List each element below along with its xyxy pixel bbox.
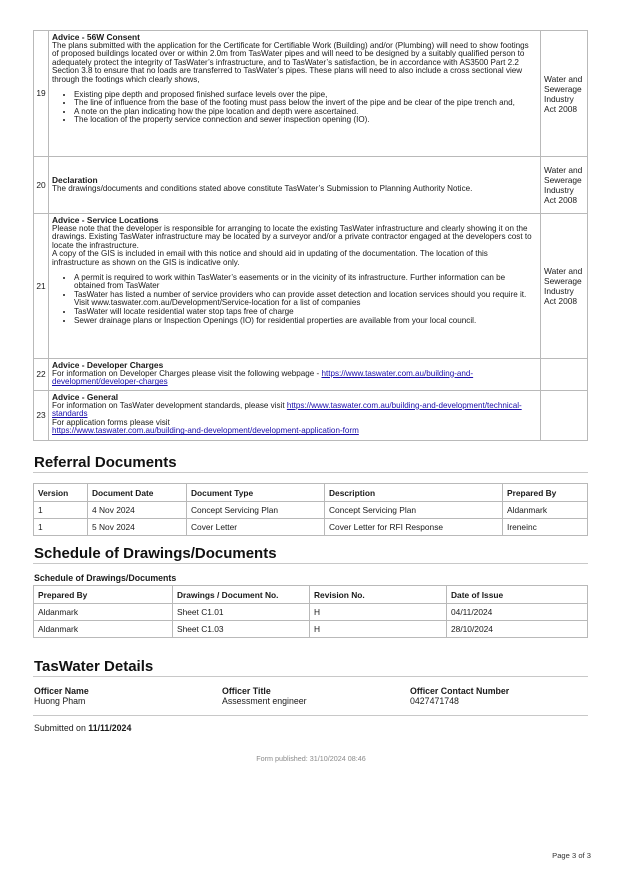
table-cell: Cover Letter for RFI Response [325,519,503,536]
condition-title: Declaration [52,175,98,186]
table-cell: Cover Letter [187,519,325,536]
table-cell: 04/11/2024 [447,604,588,621]
condition-act: Water and Sewerage Industry Act 2008 [541,214,588,359]
column-header: Document Type [187,484,325,502]
condition-row [34,359,588,391]
officer-title: Assessment engineer [222,696,307,706]
condition-row [34,391,588,441]
condition-number: 22 [34,359,49,391]
table-cell: Aldanmark [34,621,173,638]
page-number: Page 3 of 3 [552,851,591,860]
column-header: Prepared By [503,484,588,502]
list-item: • The location of the property service connection and sewer inspection opening (IO). [74,116,537,125]
condition-title: Advice - Service Locations [52,215,159,225]
condition-title: Advice - 56W Consent [52,32,140,42]
technical-standards-link[interactable]: https://www.taswater.com.au/building-and-development/technical-standards [52,400,522,419]
condition-content [49,214,541,359]
list-item: • The line of influence from the base of the footing must pass below the invert of the pipe and be clear of the pipe trench and, [74,99,537,108]
section-divider [33,676,588,677]
form-published: Form published: 31/10/2024 08:46 [256,754,366,763]
table-cell: H [310,604,447,621]
table-cell: Aldanmark [34,604,173,621]
referral-heading: Referral Documents [34,454,177,471]
officer-name-block [34,686,89,706]
list-item: • A note on the plan indicating how the pipe location and depth were ascertained. [74,108,537,117]
condition-paragraph: Please note that the developer is responsible for arranging to locate the existing TasWater infrastructure and clearly showing it on the drawings. Existing TasWater infrastructure may be located by a surveyor and/or a private contractor engaged at the developers cost to locate the infrastructure. [52,223,532,250]
table-cell: Sheet C1.03 [173,621,310,638]
condition-content [49,157,541,214]
condition-number: 20 [34,157,49,214]
condition-paragraph: The plans submitted with the application for the Certificate for Certifiable Work (Building) and/or (Plumbing) will need to show footings of proposed buildings located over or within 2.0m from TasWater pipes and will need to be designed by a suitably qualified person to adequately protect the integrity of TasWater’s infrastructure, and to TasWater’s satisfaction, be in accordance with AS3500 Part 2.2 Section 3.8 to ensure that no loads are transferred to TasWater’s pipes. These plans will need to also include a cross sectional view through the footings which clearly shows, [52,40,529,84]
condition-text-2: For application forms please visit [52,417,170,427]
condition-paragraph: The drawings/documents and conditions stated above constitute TasWater’s Submission to Planning Authority Notice. [52,184,473,193]
column-header: Revision No. [310,586,447,604]
table-cell: 5 Nov 2024 [88,519,187,536]
officer-contact-block [410,686,509,706]
taswater-details-heading: TasWater Details [34,658,154,675]
list-item: • A permit is required to work within TasWater’s easements or in the vicinity of its infrastructure. Further information can be obtained from TasWater [74,274,537,291]
section-divider [33,472,588,473]
table-row [34,621,588,638]
officer-contact-label: Officer Contact Number [410,686,510,696]
column-header: Drawings / Document No. [173,586,310,604]
list-item: • Sewer drainage plans or Inspection Openings (IO) for residential properties are available from your local council. [74,317,537,326]
submitted-date: 11/11/2024 [88,723,132,733]
table-cell: Aldanmark [503,502,588,519]
table-cell: 1 [34,502,88,519]
officer-title-label: Officer Title [222,686,271,696]
officer-contact-number: 0427471748 [410,696,459,706]
section-divider [33,715,588,716]
section-divider [33,563,588,564]
table-cell: Concept Servicing Plan [325,502,503,519]
condition-number: 23 [34,391,49,441]
column-header: Description [325,484,503,502]
submitted-label: Submitted on [34,723,89,733]
condition-title: Advice - Developer Charges [52,360,164,370]
developer-charges-link[interactable]: https://www.taswater.com.au/building-and-development/developer-charges [52,368,474,387]
column-header: Date of Issue [447,586,588,604]
officer-title-block [222,686,307,706]
conditions-table [33,30,588,441]
column-header: Prepared By [34,586,173,604]
condition-number: 21 [34,214,49,359]
condition-text [52,402,537,419]
list-item: • TasWater will locate residential water stop taps free of charge [74,308,537,317]
condition-act [541,391,588,441]
condition-paragraph: A copy of the GIS is included in email with this notice and should aid in updating of the documentation. The location of this infrastructure as shown on the GIS is indicative only. [52,249,488,267]
table-header-row [34,586,588,604]
condition-number: 19 [34,31,49,157]
table-header-row [34,484,588,502]
list-item: • Existing pipe depth and proposed finished surface levels over the pipe, [74,91,537,100]
table-cell: 1 [34,519,88,536]
condition-bullets [52,91,537,125]
condition-content [49,359,541,391]
condition-text-prefix: For information on Developer Charges please visit the following webpage - [52,368,322,378]
condition-row [34,31,588,157]
condition-row [34,214,588,359]
condition-content [49,391,541,441]
condition-bullets [52,274,537,326]
column-header: Version [34,484,88,502]
schedule-heading: Schedule of Drawings/Documents [34,545,277,562]
table-cell: H [310,621,447,638]
table-cell: Ireneinc [503,519,588,536]
table-row [34,502,588,519]
officer-name-label: Officer Name [34,686,89,696]
table-row [34,519,588,536]
schedule-table [33,585,588,638]
table-cell: Concept Servicing Plan [187,502,325,519]
list-item: • TasWater has listed a number of service providers who can provide asset detection and location services should you require it. Visit www.taswater.com.au/Development/Service-location for a list of companies [74,291,537,308]
condition-text [52,370,537,387]
condition-title: Advice - General [52,392,119,402]
table-row [34,604,588,621]
submitted-on [34,723,131,733]
condition-act [541,359,588,391]
condition-row [34,157,588,214]
condition-content [49,31,541,157]
condition-text-prefix: For information on TasWater development standards, please visit [52,400,287,410]
table-cell: 4 Nov 2024 [88,502,187,519]
condition-act: Water and Sewerage Industry Act 2008 [541,157,588,214]
application-form-link[interactable]: https://www.taswater.com.au/building-and-development/development-application-form [52,426,359,436]
condition-act: Water and Sewerage Industry Act 2008 [541,31,588,157]
officer-name: Huong Pham [34,696,86,706]
referral-table [33,483,588,536]
schedule-subheading: Schedule of Drawings/Documents [34,573,177,583]
table-cell: 28/10/2024 [447,621,588,638]
column-header: Document Date [88,484,187,502]
table-cell: Sheet C1.01 [173,604,310,621]
